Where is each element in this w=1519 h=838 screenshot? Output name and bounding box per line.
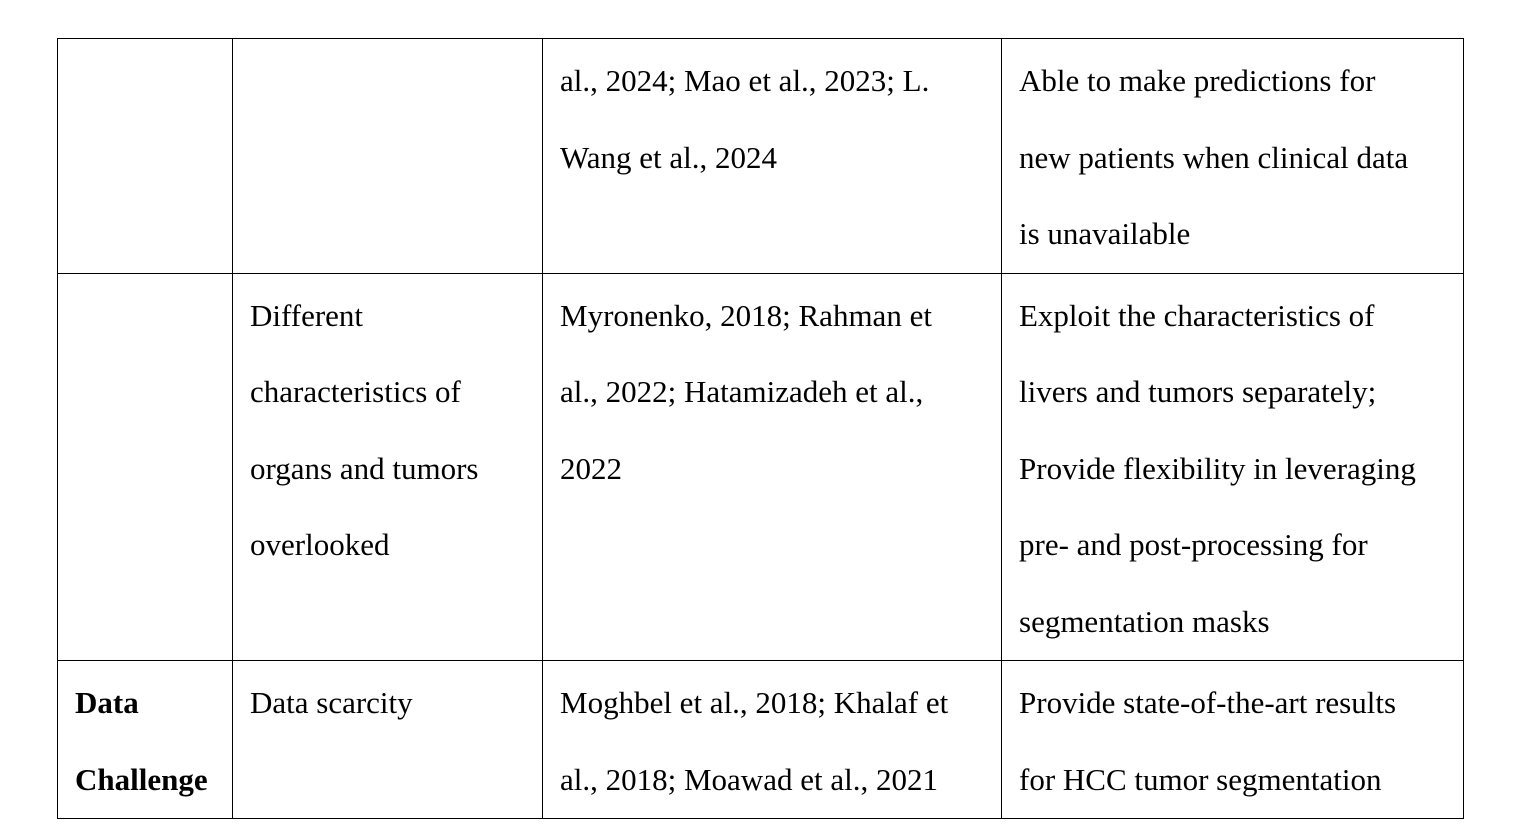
text-line: segmentation masks xyxy=(1019,603,1270,639)
references-cell xyxy=(543,661,1002,819)
text-line: is unavailable xyxy=(1019,216,1191,251)
challenge-cell xyxy=(233,39,543,274)
references-cell xyxy=(543,273,1002,661)
text-line: al., 2018; Moawad et al., 2021 xyxy=(560,761,938,797)
text-line: Able to make predictions for xyxy=(1019,63,1376,98)
text-line: Different xyxy=(250,297,364,333)
challenge-cell xyxy=(233,273,543,661)
text-line: 2022 xyxy=(560,450,622,486)
text-line: Data xyxy=(75,685,139,720)
text-line: Provide flexibility in leveraging xyxy=(1019,450,1416,486)
benefits-cell xyxy=(1002,661,1464,819)
table-row xyxy=(58,661,1464,819)
category-cell xyxy=(58,39,233,274)
text-line: characteristics of xyxy=(250,374,461,409)
text-line: new patients when clinical data xyxy=(1019,139,1409,175)
benefits-cell xyxy=(1002,39,1464,274)
challenge-cell xyxy=(233,661,543,819)
text-line: Moghbel et al., 2018; Khalaf et xyxy=(560,685,949,720)
benefits-cell xyxy=(1002,273,1464,661)
category-cell xyxy=(58,661,233,819)
text-line: Challenge xyxy=(75,761,208,797)
text-line: overlooked xyxy=(250,527,390,562)
text-line: al., 2024; Mao et al., 2023; L. xyxy=(560,63,930,98)
table-row xyxy=(58,39,1464,274)
category-cell xyxy=(58,273,233,661)
document-table-container xyxy=(57,38,1463,819)
text-line: Provide state-of-the-art results xyxy=(1019,685,1397,720)
text-line: Exploit the characteristics of xyxy=(1019,297,1375,333)
text-line: Wang et al., 2024 xyxy=(560,139,778,175)
text-line: al., 2022; Hatamizadeh et al., xyxy=(560,374,924,409)
text-line: for HCC tumor segmentation xyxy=(1019,761,1382,797)
text-line: Myronenko, 2018; Rahman et xyxy=(560,297,932,333)
references-cell xyxy=(543,39,1002,274)
text-line: pre- and post-processing for xyxy=(1019,527,1368,562)
challenges-table xyxy=(57,38,1464,819)
table-row xyxy=(58,273,1464,661)
text-line: livers and tumors separately; xyxy=(1019,374,1377,409)
text-line: organs and tumors xyxy=(250,450,479,486)
text-line: Data scarcity xyxy=(250,685,413,720)
